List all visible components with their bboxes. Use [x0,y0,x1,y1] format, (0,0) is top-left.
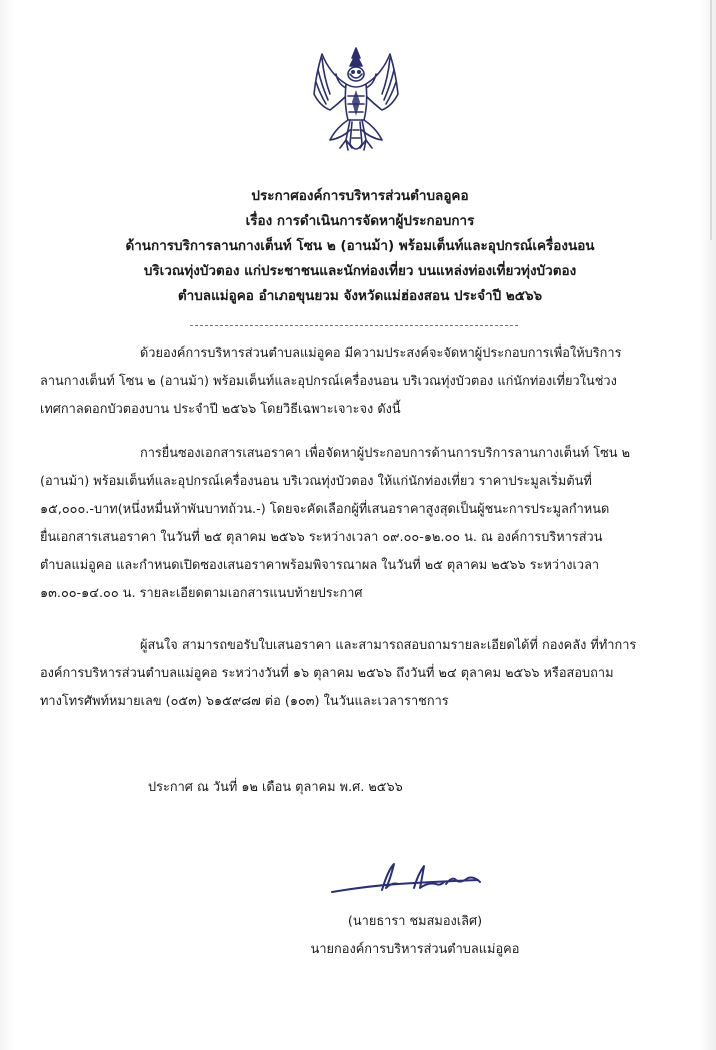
paragraph-contact [40,632,672,716]
signer-block [250,908,580,964]
page-edge-shadow [710,0,712,240]
paragraph-line: องค์การบริหารส่วนตำบลแม่อูคอ ระหว่างวันที่ ๑๖ ตุลาคม ๒๕๖๖ ถึงวันที่ ๒๔ ตุลาคม ๒๕๖๖ หรือสอบถาม [40,666,614,681]
paragraph-line: ด้วยองค์การบริหารส่วนตำบลแม่อูคอ มีความประสงค์จะจัดหาผู้ประกอบการเพื่อให้บริการ [140,346,622,361]
heading-line-4: บริเวณทุ่งบัวตอง แก่ประชาชนและนักท่องเที่ยว บนแหล่งท่องเที่ยวทุ่งบัวตอง [143,263,577,279]
paragraph-line: ตำบลแม่อูคอ และกำหนดเปิดซองเสนอราคาพร้อมพิจารณาผล ในวันที่ ๒๕ ตุลาคม ๒๕๖๖ ระหว่างเวลา [40,558,600,573]
paragraph-line: ทางโทรศัพท์หมายเลข (๐๕๓) ๖๑๕๙๘๗ ต่อ (๑๐๓) ในวันและเวลาราชการ [40,694,449,709]
paragraph-line: เทศกาลดอกบัวตองบาน ประจำปี ๒๕๖๖ โดยวิธีเฉพาะเจาะจง ดังนี้ [40,402,401,417]
heading-line-1: ประกาศองค์การบริหารส่วนตำบลอูคอ [251,188,469,204]
paragraph-line: ๑๓.๐๐-๑๔.๐๐ น. รายละเอียดตามเอกสารแนบท้ายประกาศ [40,586,363,601]
issue-date: ประกาศ ณ วันที่ ๑๒ เดือน ตุลาคม พ.ศ. ๒๕๖๖ [148,780,403,795]
heading-line-2: เรื่อง การดำเนินการจัดหาผู้ประกอบการ [245,213,475,229]
paragraph-bidding-details [40,440,672,608]
paragraph-line: การยื่นซองเอกสารเสนอราคา เพื่อจัดหาผู้ประกอบการด้านการบริการลานกางเต็นท์ โซน ๒ [140,446,631,461]
garuda-emblem-icon [300,44,412,164]
heading-line-5: ตำบลแม่อูคอ อำเภอขุนยวม จังหวัดแม่ฮ่องสอน ประจำปี ๒๕๖๖ [177,288,543,304]
paragraph-intro [40,340,672,424]
paragraph-line: ผู้สนใจ สามารถขอรับใบเสนอราคา และสามารถสอบถามรายละเอียดได้ที่ กองคลัง ที่ทำการ [140,638,637,653]
signer-name: (นายธารา ชมสมองเลิศ) [347,914,483,929]
paragraph-line: ยื่นเอกสารเสนอราคา ในวันที่ ๒๕ ตุลาคม ๒๕๖๖ ระหว่างเวลา ๐๙.๐๐-๑๒.๐๐ น. ณ องค์การบริหารส่วน [40,530,603,545]
announcement-heading [60,184,660,309]
signer-position: นายกองค์การบริหารส่วนตำบลแม่อูคอ [310,942,520,957]
handwritten-signature [328,860,492,900]
paragraph-line: (อานม้า) พร้อมเต็นท์และอุปกรณ์เครื่องนอน บริเวณทุ่งบัวตอง ให้แก่นักท่องเที่ยว ราคาประมูลเริ่มต้นที่ [40,474,592,489]
paragraph-line: ๑๕,๐๐๐.-บาท(หนึ่งหมื่นห้าพันบาทถ้วน.-) โดยจะคัดเลือกผู้ที่เสนอราคาสูงสุดเป็นผู้ชนะการประมูลกำหนด [40,502,610,517]
heading-line-3: ด้านการบริการลานกางเต็นท์ โซน ๒ (อานม้า) พร้อมเต็นท์และอุปกรณ์เครื่องนอน [125,238,595,254]
paragraph-line: ลานกางเต็นท์ โซน ๒ (อานม้า) พร้อมเต็นท์และอุปกรณ์เครื่องนอน บริเวณทุ่งบัวตอง แก่นักท่องเที่ยวในช่วง [40,374,617,389]
heading-divider [190,325,518,326]
